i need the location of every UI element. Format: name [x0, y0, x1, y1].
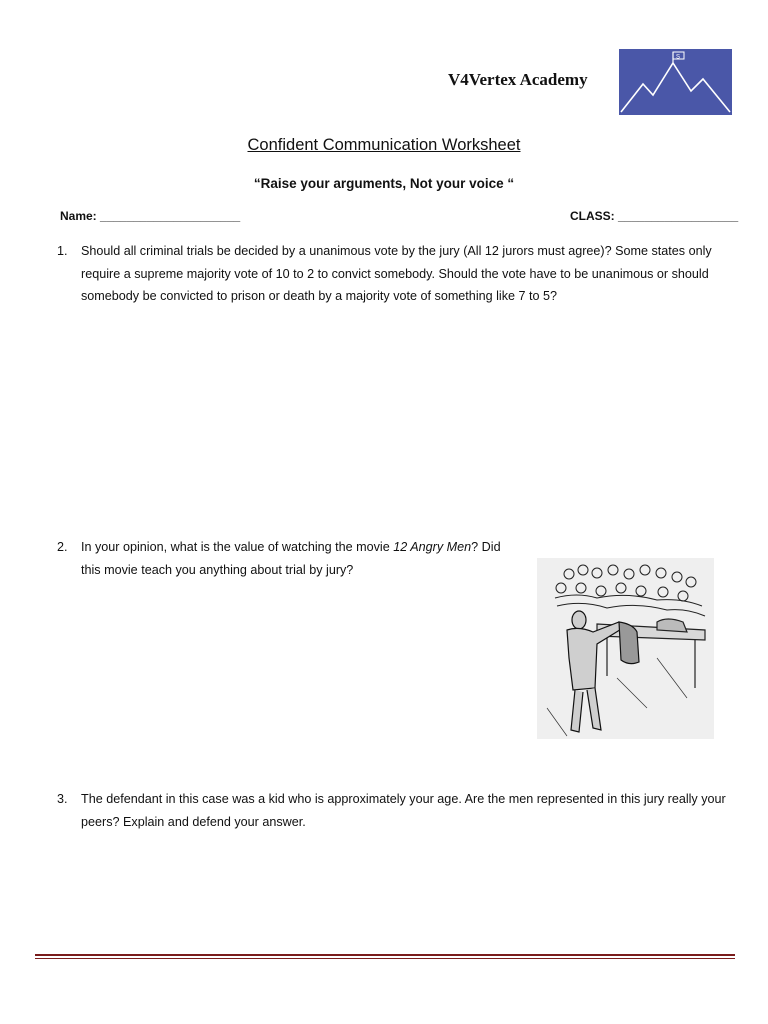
academy-logo-icon [619, 49, 732, 115]
question-3 [57, 788, 737, 833]
question-number: 1. [57, 244, 68, 258]
question-text-part: The defendant in this case was a kid who is approximately your age. Are the men represented in this jury really your peers? Explain and defend your answer. [81, 792, 726, 829]
svg-text:S: S [676, 54, 681, 61]
question-1 [57, 240, 729, 308]
question-text [81, 788, 737, 833]
class-field: CLASS: __________________ [570, 209, 739, 223]
question-text-part: In your opinion, what is the value of watching the movie [81, 540, 394, 554]
question-text [81, 240, 729, 308]
name-field: Name: _____________________ [60, 209, 241, 223]
worksheet-subtitle: “Raise your arguments, Not your voice “ [253, 176, 515, 191]
academy-name: V4Vertex Academy [448, 70, 588, 89]
question-text-part: Should all criminal trials be decided by a unanimous vote by the jury (All 12 jurors must agree)? Some states only require a supreme majority vote of 10 to 2 to convict somebody. Should the vote have to be unanimous or should somebody be convicted to prison or death by a majority vote of something like 7 to 5? [81, 244, 712, 303]
footer-divider [35, 954, 735, 960]
jury-illustration [537, 558, 714, 739]
question-text-part: ? Did this movie teach you anything about trial by jury? [81, 540, 501, 577]
movie-title: 12 Angry Men [393, 540, 472, 554]
question-number: 3. [57, 792, 68, 806]
question-text [81, 536, 521, 581]
worksheet-title: Confident Communication Worksheet [247, 136, 521, 154]
question-number: 2. [57, 540, 68, 554]
